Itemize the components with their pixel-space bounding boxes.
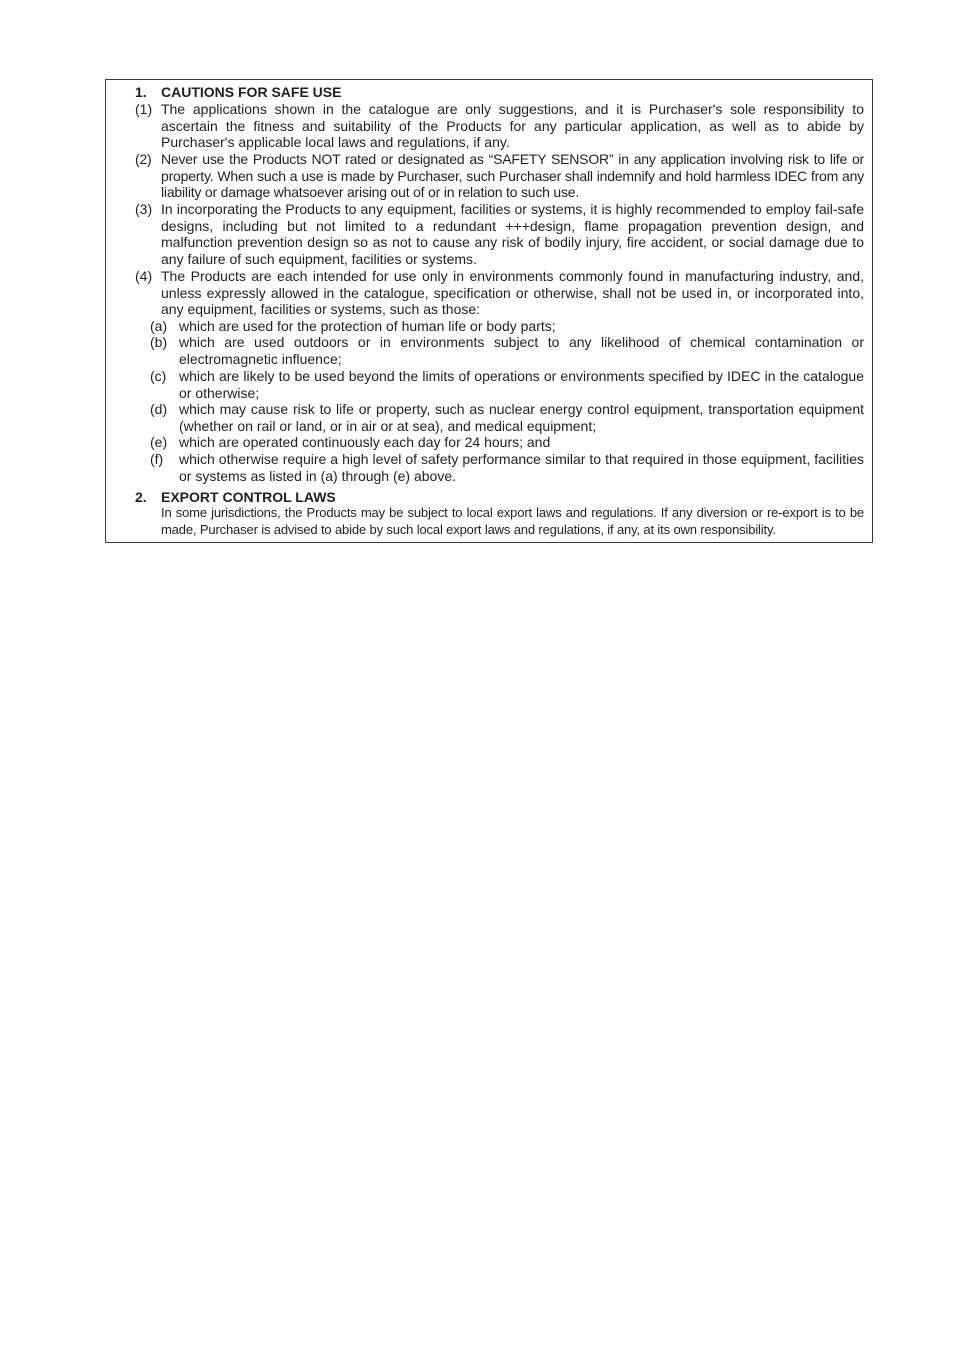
- caution-item-1: [135, 101, 864, 151]
- subitem-marker: (b): [150, 334, 168, 350]
- caution-subitem-d: [150, 401, 864, 434]
- subitem-marker: (a): [150, 318, 168, 334]
- section-1-number: 1.: [135, 84, 147, 100]
- item-text: The applications shown in the catalogue are only suggestions, and it is Purchaser's sole responsibility to ascertain the fitness and suitability of the Products for any particular application, as well as to abide by Purchaser's applicable local laws and regulations, if any.: [161, 101, 864, 151]
- subitem-marker: (e): [150, 434, 168, 450]
- caution-subitem-a: [150, 318, 864, 335]
- subitem-text: which are likely to be used beyond the limits of operations or environments specified by IDEC in the catalogue or otherwise;: [179, 368, 864, 401]
- section-2-title: EXPORT CONTROL LAWS: [161, 489, 336, 505]
- section-1-title: CAUTIONS FOR SAFE USE: [161, 84, 342, 100]
- caution-subitem-c: [150, 368, 864, 401]
- subitem-text: which are used outdoors or in environments subject to any likelihood of chemical contamination or electromagnetic influence;: [179, 334, 864, 367]
- caution-item-3: [135, 201, 864, 267]
- item-text: The Products are each intended for use only in environments commonly found in manufacturing industry, and, unless expressly allowed in the catalogue, specification or otherwise, shall not be used in, or incorporated into, any equipment, facilities or systems, such as those:: [161, 268, 864, 318]
- item-marker: (3): [135, 201, 153, 217]
- subitem-text: which may cause risk to life or property, such as nuclear energy control equipment, transportation equipment (whether on rail or land, or in air or at sea), and medical equipment;: [179, 401, 864, 434]
- section-1-heading: [135, 84, 341, 100]
- section-2-number: 2.: [135, 489, 147, 505]
- subitem-marker: (c): [150, 368, 167, 384]
- section-2-heading: [135, 489, 336, 505]
- caution-subitem-e: [150, 434, 864, 451]
- caution-item-4: [135, 268, 864, 318]
- item-marker: (4): [135, 268, 153, 284]
- caution-item-2: [135, 151, 864, 201]
- item-text: Never use the Products NOT rated or designated as “SAFETY SENSOR” in any application involving risk to life or property. When such a use is made by Purchaser, such Purchaser shall indemnify and hold harmless IDEC from any liability or damage whatsoever arising out of or in relation to such use.: [161, 151, 864, 201]
- item-marker: (1): [135, 101, 153, 117]
- export-control-text: In some jurisdictions, the Products may be subject to local export laws and regulations. If any diversion or re-export is to be made, Purchaser is advised to abide by such local export laws and regulations, if any, at its own responsibility.: [161, 505, 864, 537]
- caution-subitem-b: [150, 334, 864, 367]
- subitem-marker: (f): [150, 451, 164, 467]
- caution-subitem-f: [150, 451, 864, 484]
- subitem-text: which are operated continuously each day for 24 hours; and: [179, 434, 551, 450]
- subitem-marker: (d): [150, 401, 168, 417]
- item-marker: (2): [135, 151, 152, 167]
- item-text: In incorporating the Products to any equipment, facilities or systems, it is highly recommended to employ fail-safe designs, including but not limited to a redundant +++design, flame propagation prevention design, and malfunction prevention design so as not to cause any risk of bodily injury, fire accident, or social damage due to any failure of such equipment, facilities or systems.: [161, 201, 864, 267]
- subitem-text: which otherwise require a high level of safety performance similar to that required in those equipment, facilities or systems as listed in (a) through (e) above.: [179, 451, 864, 484]
- subitem-text: which are used for the protection of human life or body parts;: [179, 318, 556, 334]
